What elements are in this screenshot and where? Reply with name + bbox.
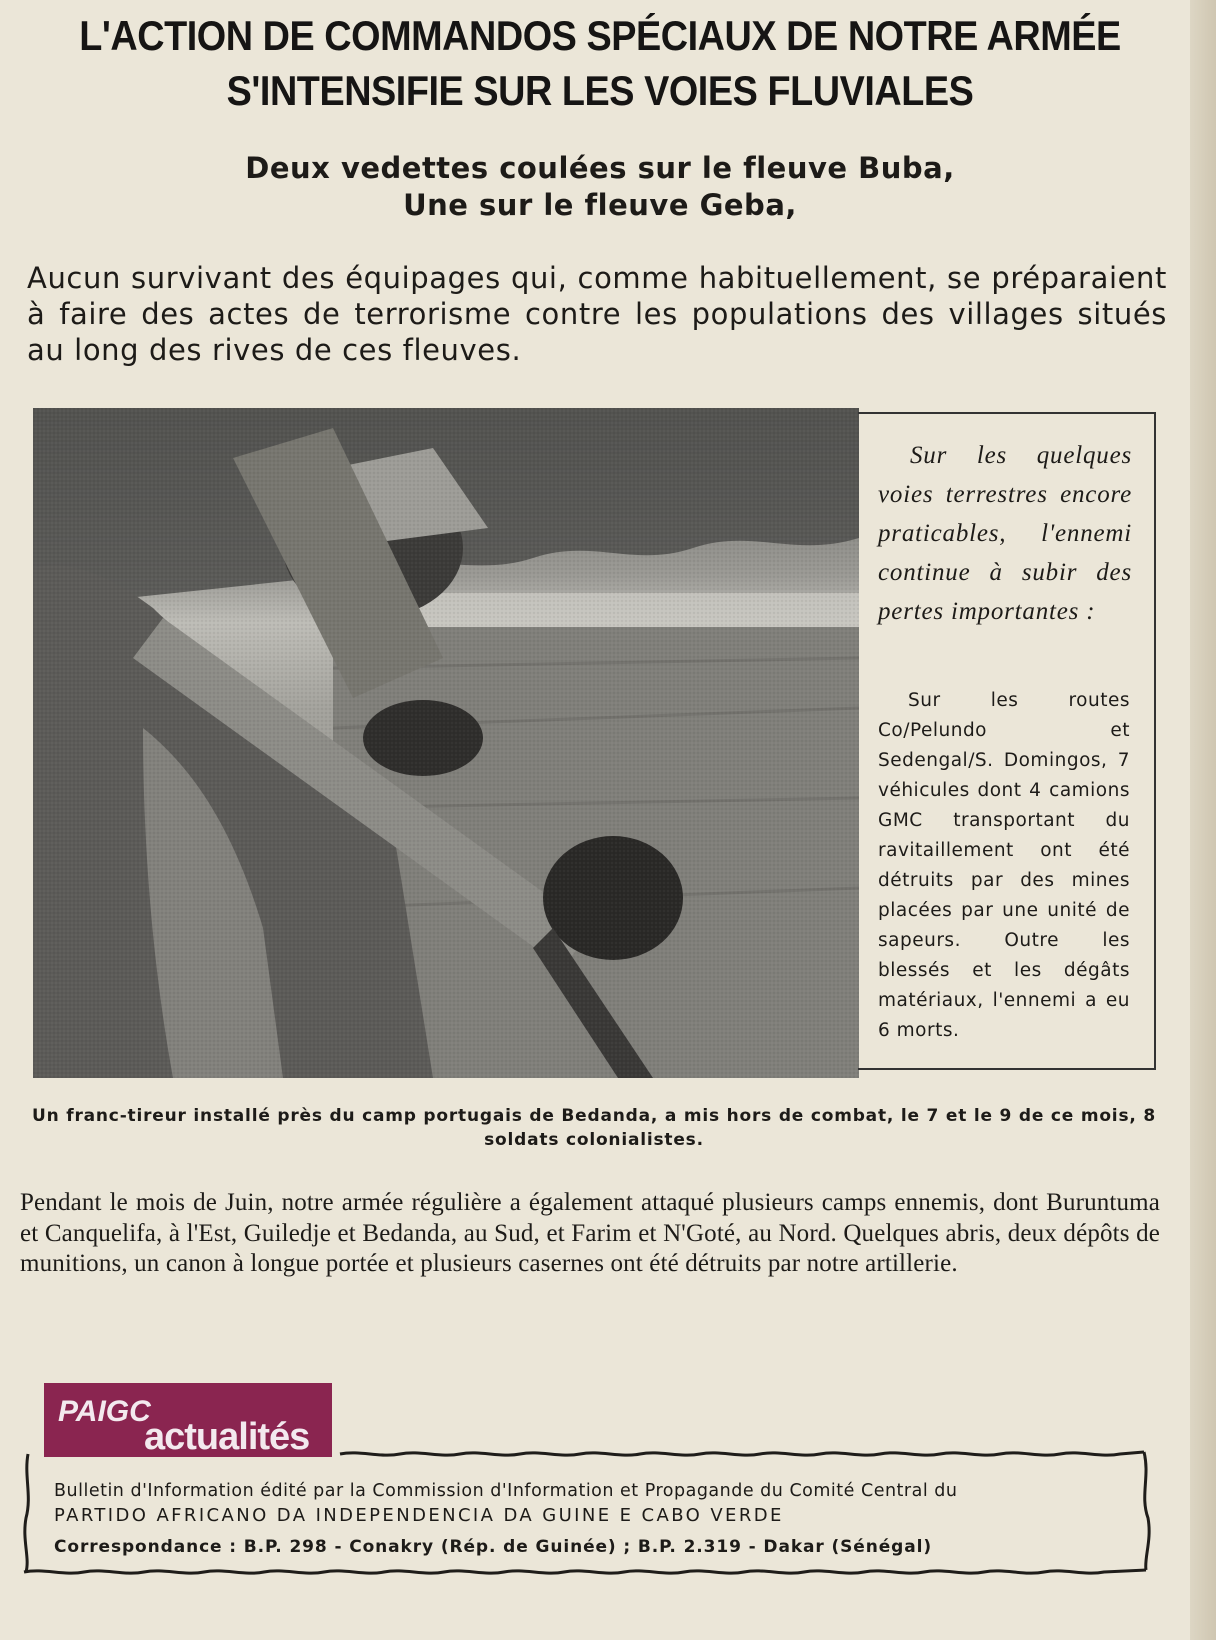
headline	[78, 8, 1122, 118]
subheadline	[40, 150, 1160, 224]
page-edge	[1190, 0, 1216, 1640]
footer-party-name: PARTIDO AFRICANO DA INDEPENDENCIA DA GUINE E CABO VERDE	[54, 1505, 784, 1526]
soldier-rocket-launcher-photo	[33, 408, 859, 1078]
subheadline-line-1: Deux vedettes coulées sur le fleuve Buba,	[245, 151, 955, 185]
footer-publisher: Bulletin d'Information édité par la Commission d'Information et Propagande du Comité Central du	[54, 1481, 958, 1501]
body-paragraph: Pendant le mois de Juin, notre armée régulière a également attaqué plusieurs camps ennemis, dont Buruntuma et Canquelifa, à l'Est, Guiledje et Bedanda, au Sud, et Farim et N'Goté, au Nord. Quelques abris, deux dépôts de munitions, un canon à longue portée et plusieurs casernes ont été détruits par notre artillerie.	[20, 1189, 1160, 1277]
sidebar-intro: Sur les quelques voies terrestres encore praticables, l'ennemi continue à subir des pertes importantes :	[878, 442, 1132, 625]
footer-correspondence: Correspondance : B.P. 298 - Conakry (Rép. de Guinée) ; B.P. 2.319 - Dakar (Sénégal)	[54, 1537, 933, 1557]
lead-paragraph: Aucun survivant des équipages qui, comme habituellement, se préparaient à faire des actes de terrorisme contre les populations des villages situés au long des rives de ces fleuves.	[27, 261, 1167, 367]
logo-text-paigc: PAIGC	[58, 1395, 151, 1428]
photo-caption: Un franc-tireur installé près du camp portugais de Bedanda, a mis hors de combat, le 7 et le 9 de ce mois, 8 soldats colonialistes.	[32, 1106, 1156, 1150]
subheadline-line-2: Une sur le fleuve Geba,	[403, 188, 797, 222]
logo-text-actualites: actualités	[144, 1416, 310, 1457]
sidebar-body: Sur les routes Co/Pelundo et Sedengal/S. Domingos, 7 véhicules dont 4 camions GMC transportant du ravitaillement ont été détruits par des mines placées par une unité de sapeurs. Outre les blessés et les dégâts matériaux, l'ennemi a eu 6 morts.	[878, 690, 1130, 1041]
headline-line-1: L'ACTION DE COMMANDOS SPÉCIAUX DE NOTRE ARMÉE	[79, 12, 1121, 59]
headline-line-2: S'INTENSIFIE SUR LES VOIES FLUVIALES	[226, 67, 974, 114]
